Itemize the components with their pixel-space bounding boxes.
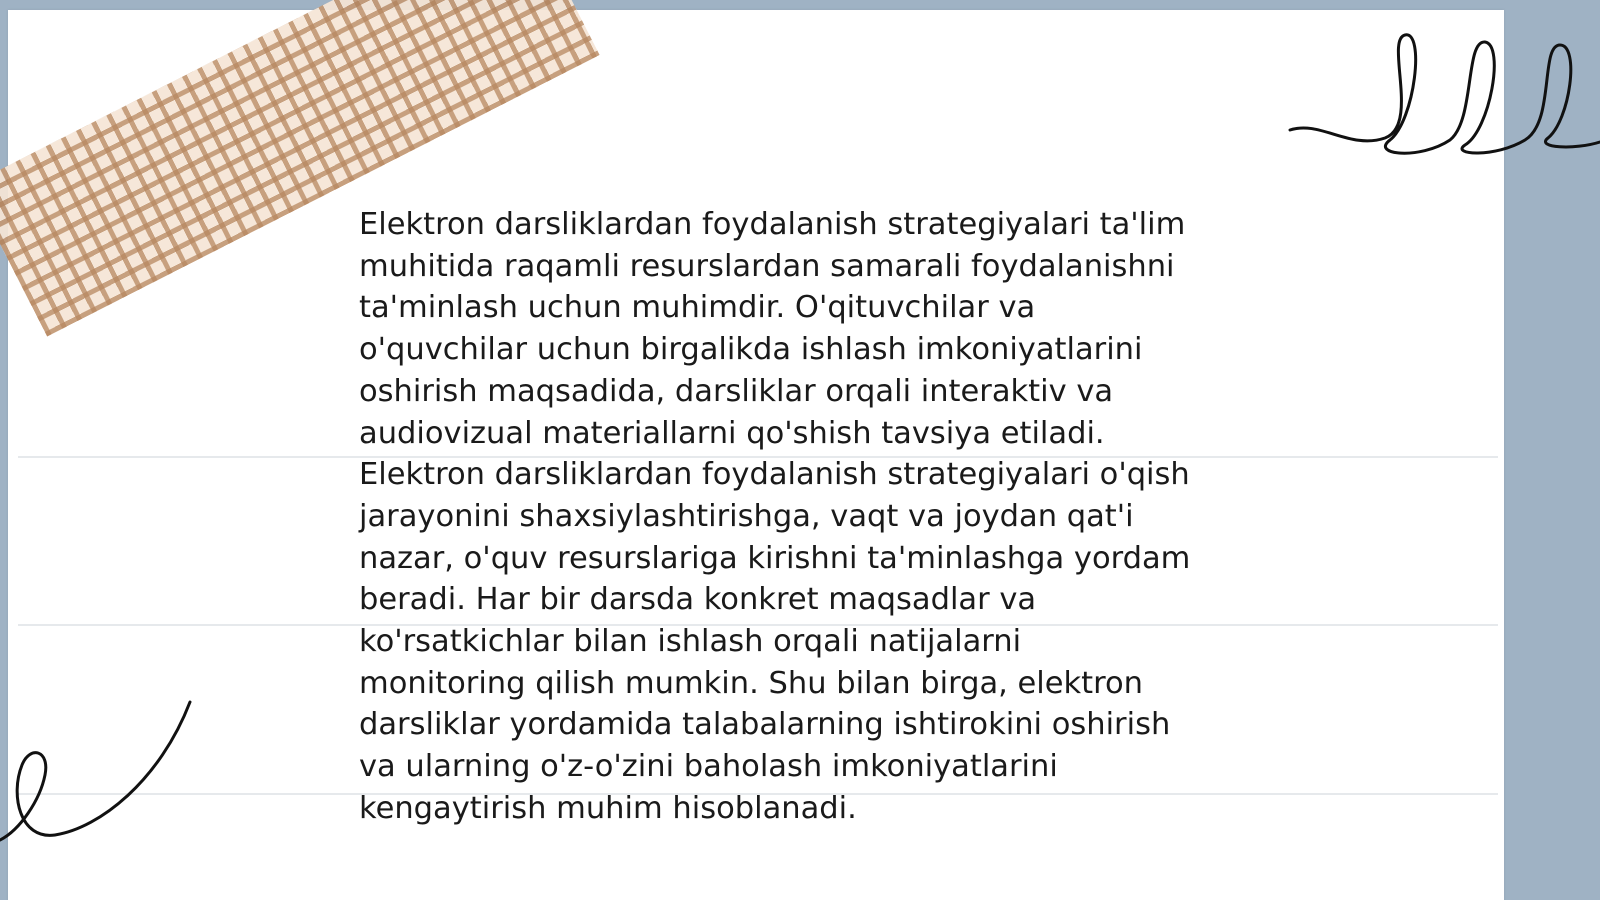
body-paragraph: Elektron darsliklardan foydalanish strategiyalari ta'lim muhitida raqamli resurslardan samarali foydalanishni ta'minlash uchun muhimdir. O'qituvchilar va o'quvchilar uchun birgalikda ishlash imkoniyatlarini oshirish maqsadida, darsliklar orqali interaktiv va audiovizual materiallarni qo'shish tavsiya etiladi. Elektron darsliklardan foydalanish strategiyalari o'qish jarayonini shaxsiylashtirishga, vaqt va joydan qat'i nazar, o'quv resurslariga kirishni ta'minlashga yordam beradi. Har bir darsda konkret maqsadlar va ko'rsatkichlar bilan ishlash orqali natijalarni monitoring qilish mumkin. Shu bilan birga, elektron darsliklar yordamida talabalarning ishtirokini oshirish va ularning o'z-o'zini baholash imkoniyatlarini kengaytirish muhim hisoblanadi. [359, 207, 1191, 826]
loop-scribble-bottom-left [0, 700, 200, 850]
loop-scribble-top-right [1290, 30, 1600, 170]
